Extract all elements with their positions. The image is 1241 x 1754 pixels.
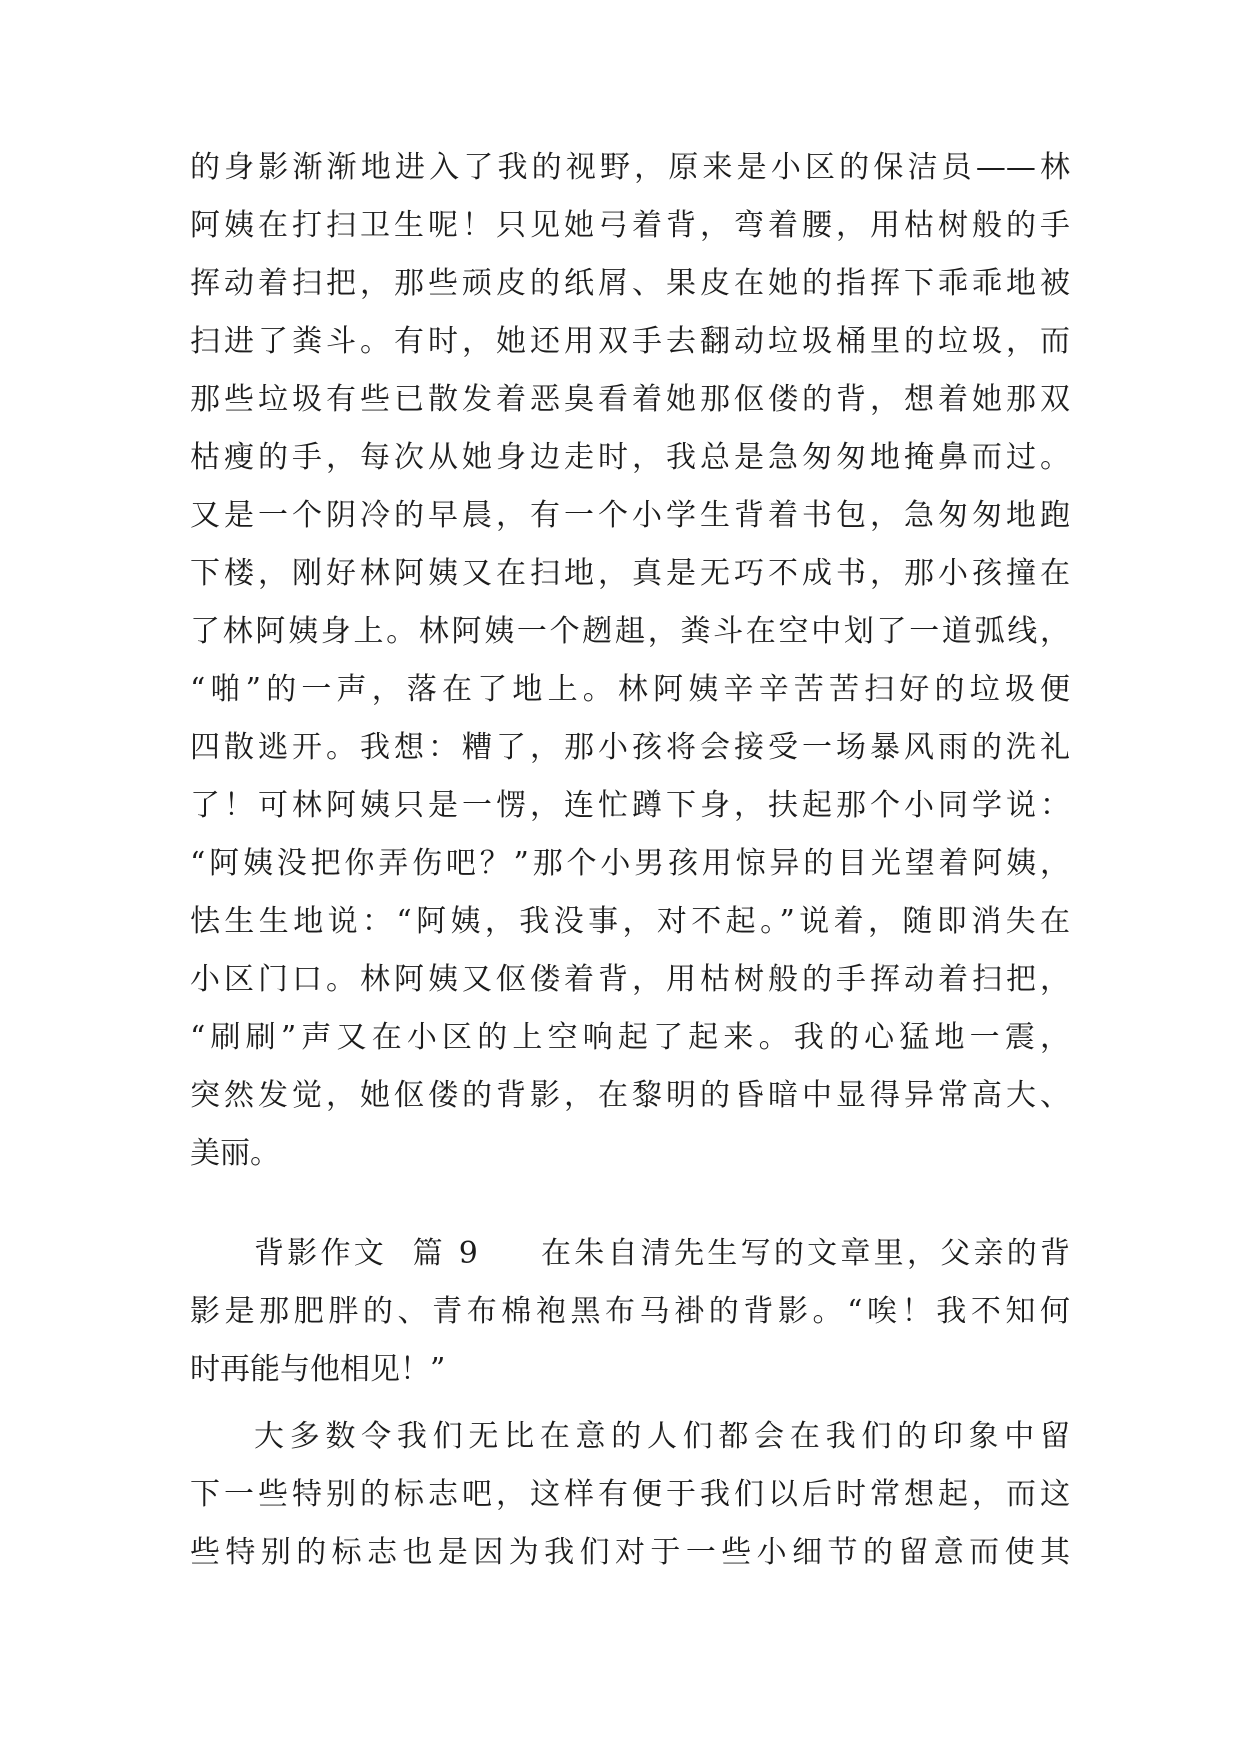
paragraph-3 [190, 1408, 1070, 1582]
text-line: “啪”的一声，落在了地上。林阿姨辛辛苦苦扫好的垃圾便 [190, 672, 1070, 707]
text-line: 那些垃圾有些已散发着恶臭看着她那伛偻的背，想着她那双 [190, 382, 1070, 417]
heading-line [190, 1225, 1070, 1283]
text-line: 突然发觉，她伛偻的背影，在黎明的昏暗中显得异常高大、 [190, 1078, 1070, 1113]
section-heading: 背影作文 篇 9 [254, 1236, 478, 1271]
text-line: 挥动着扫把，那些顽皮的纸屑、果皮在她的指挥下乖乖地被 [190, 266, 1070, 301]
text-line: “阿姨没把你弄伤吧？”那个小男孩用惊异的目光望着阿姨， [190, 846, 1070, 881]
text-line: 了林阿姨身上。林阿姨一个趔趄，粪斗在空中划了一道弧线， [190, 614, 1070, 649]
text-line: 下楼，刚好林阿姨又在扫地，真是无巧不成书，那小孩撞在 [190, 556, 1070, 591]
text-line: 时再能与他相见！” [190, 1352, 446, 1387]
text-line-rest: 在朱自清先生写的文章里，父亲的背 [537, 1236, 1070, 1271]
text-line: 四散逃开。我想：糟了，那小孩将会接受一场暴风雨的洗礼 [190, 730, 1070, 765]
text-line: 美丽。 [190, 1136, 280, 1171]
text-line: 又是一个阴冷的早晨，有一个小学生背着书包，急匆匆地跑 [190, 498, 1070, 533]
text-line: 下一些特别的标志吧，这样有便于我们以后时常想起，而这 [190, 1477, 1070, 1512]
text-line: 枯瘦的手，每次从她身边走时，我总是急匆匆地掩鼻而过。 [190, 440, 1070, 475]
text-line: 了！可林阿姨只是一愣，连忙蹲下身，扶起那个小同学说： [190, 788, 1070, 823]
text-line: 大多数令我们无比在意的人们都会在我们的印象中留 [254, 1419, 1070, 1454]
paragraph-2 [190, 1225, 1070, 1399]
text-line: 扫进了粪斗。有时，她还用双手去翻动垃圾桶里的垃圾，而 [190, 324, 1070, 359]
text-line: 怯生生地说：“阿姨，我没事，对不起。”说着，随即消失在 [190, 904, 1070, 939]
text-line: 小区门口。林阿姨又伛偻着背，用枯树般的手挥动着扫把， [190, 962, 1070, 997]
text-line: “刷刷”声又在小区的上空响起了起来。我的心猛地一震， [190, 1020, 1070, 1055]
text-line: 阿姨在打扫卫生呢！只见她弓着背，弯着腰，用枯树般的手 [190, 208, 1070, 243]
text-line: 影是那肥胖的、青布棉袍黑布马褂的背影。“唉！我不知何 [190, 1294, 1070, 1329]
text-line: 些特别的标志也是因为我们对于一些小细节的留意而使其 [190, 1535, 1070, 1570]
text-line: 的身影渐渐地进入了我的视野，原来是小区的保洁员——林 [190, 150, 1070, 185]
paragraph-1 [190, 139, 1070, 1183]
